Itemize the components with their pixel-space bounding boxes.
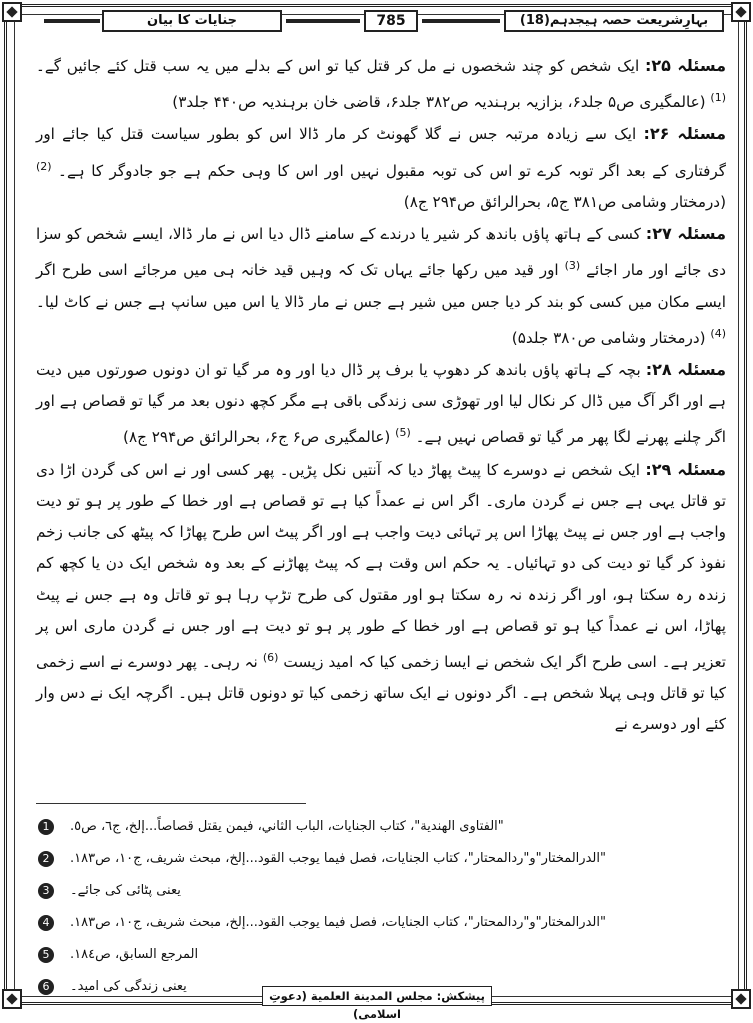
footnote-ref[interactable]: (5) xyxy=(395,426,411,440)
masla-label: مسئلہ ۲۵: xyxy=(644,56,727,75)
footnote-item xyxy=(36,847,726,879)
header-ornament xyxy=(44,19,100,23)
footnote-ref[interactable]: (6) xyxy=(262,650,279,664)
footnote-ref[interactable]: (4) xyxy=(710,326,726,340)
page-header xyxy=(24,8,729,34)
citation: (عالمگیری ص۵ جلد۶، بزازیہ برہندیہ ص۳۸۲ جلد۶، قاضی خان برہندیہ ص۴۴۰ جلد۳) xyxy=(172,93,706,112)
footnote-text: المرجع السابق، ص١٨٤. xyxy=(70,947,199,962)
footnote-number: 3 xyxy=(38,883,54,899)
corner-ornament-icon xyxy=(731,989,751,1009)
footnote-text: یعنی زندگی کی امید۔ xyxy=(70,979,187,994)
masla-label: مسئلہ ۲۹: xyxy=(645,459,726,479)
footnote-text: "الدرالمختار"و"ردالمحتار"، كتاب الجنايات، فصل فيما يوجب القود...إلخ، مبحث شريف، ج١٠، ص١٨٣. xyxy=(70,851,606,866)
corner-ornament-icon xyxy=(2,989,22,1009)
citation: (درمختار وشامی ص۳۸۰ جلد۵) xyxy=(511,328,706,347)
masla-text-cont: نہ رہی۔ پھر دوسرے نے اسے زخمی کیا تو قاتل وہی پہلا شخص ہے۔ اگر دونوں نے ایک ساتھ زخمی کیا تو دونوں قاتل ہیں۔ اگرچہ ایک نے دس وار کئے اور دوسرے نے xyxy=(36,653,726,734)
masla-26 xyxy=(36,118,726,218)
page-footer: پیشکش: مجلس المدينة العلمية (دعوتِ اسلامی) xyxy=(262,986,492,1006)
footnote-number: 2 xyxy=(38,851,54,867)
masla-text: کسی کے ہاتھ پاؤں باندھ کر شیر یا درندے کے سامنے ڈال دیا اس نے مار ڈالا، ایسے شخص کو سزا دی جائے اور مار اجائے xyxy=(36,225,727,280)
footnote-number: 6 xyxy=(38,979,54,995)
masla-text: بچہ کے ہاتھ پاؤں باندھ کر دھوپ یا برف پر ڈال دیا اور وہ مر گیا تو ان دونوں صورتوں میں دیت ہے اور اگر آگ میں ڈال کر نکال لیا اور تھوڑی سی زندگی باقی ہے مگر کچھ دنوں بعد مر گیا تو قصاص ہے اور اگر چلنے پھرنے لگا پھر مر گیا تو قصاص نہیں ہے۔ xyxy=(36,361,726,447)
masla-text: ایک سے زیادہ مرتبہ جس نے گلا گھونٹ کر مار ڈالا اس کو بطور سیاست قتل کیا جائے اور گرفتاری کے بعد اگر توبہ کرے تو اس کی توبہ مقبول نہیں اور اس کا وہی حکم ہے جو جادوگر کا ہے۔ xyxy=(36,125,727,180)
masla-28 xyxy=(36,354,726,454)
footnote-text: "الدرالمختار"و"ردالمحتار"، كتاب الجنايات، فصل فيما يوجب القود...إلخ، مبحث شريف، ج١٠، ص١٨٣. xyxy=(70,915,606,930)
masla-label: مسئلہ ۲۶: xyxy=(643,124,726,144)
corner-ornament-icon xyxy=(2,2,22,22)
footnote-item xyxy=(36,879,726,911)
footnote-ref[interactable]: (2) xyxy=(36,159,52,173)
masla-label: مسئلہ ۲۸: xyxy=(645,360,727,380)
footnote-item xyxy=(36,943,726,975)
footnotes xyxy=(36,815,726,1007)
footnote-item xyxy=(36,911,726,943)
main-text xyxy=(36,50,726,741)
header-ornament xyxy=(422,19,500,23)
book-title: بہارِشریعت حصہ ہیجدہم(18) xyxy=(504,10,724,32)
footnote-number: 5 xyxy=(38,947,54,963)
footnote-text: "الفتاوى الهندية"، كتاب الجنايات، الباب الثاني، فيمن يقتل قصاصاً...إلخ، ج٦، ص٥. xyxy=(70,819,504,834)
masla-27 xyxy=(36,218,726,354)
citation: (درمختار وشامی ص۳۸۱ ج۵، بحرالرائق ص۲۹۴ ج۸) xyxy=(403,192,726,211)
header-ornament xyxy=(286,19,360,23)
masla-25 xyxy=(36,50,726,118)
citation: (عالمگیری ص۶ ج۶، بحرالرائق ص۲۹۴ ج۸) xyxy=(123,428,391,447)
masla-29 xyxy=(36,454,726,741)
footnote-number: 1 xyxy=(38,819,54,835)
chapter-title: جنایات کا بیان xyxy=(102,10,282,32)
page-number: 785 xyxy=(364,10,418,32)
footnote-number: 4 xyxy=(38,915,54,931)
masla-label: مسئلہ ۲۷: xyxy=(645,224,726,244)
footnote-ref[interactable]: (3) xyxy=(564,259,581,273)
corner-ornament-icon xyxy=(731,2,751,22)
footnote-ref[interactable]: (1) xyxy=(710,91,726,105)
footnote-text: یعنی پٹائی کی جائے۔ xyxy=(70,883,181,898)
footnote-separator xyxy=(36,803,306,804)
masla-text: ایک شخص کو چند شخصوں نے مل کر قتل کیا تو اس کے بدلے میں یہ سب قتل کئے جائیں گے۔ xyxy=(36,57,640,75)
footnote-item xyxy=(36,815,726,847)
masla-text: ایک شخص نے دوسرے کا پیٹ پھاڑ دیا کہ آنتیں نکل پڑیں۔ پھر کسی اور نے اس کی گردن اڑا دی تو قاتل یہی ہے جس نے گردن ماری۔ اگر اس نے عمداً کیا ہے تو قصاص ہے اور خطا کے طور پر ہو تو دیت واجب ہے اور جس نے پیٹ پھاڑا اس پر تہائی دیت واجب ہے اور اگر پیٹ اس طرح پھاڑا کہ پیٹھ کی جانب زخم نفوذ کر گیا تو دیت کی دو تہائیاں۔ یہ حکم اس وقت ہے کہ پیٹ پھاڑنے کے بعد وہ شخص ایک دن یا کچھ کم زندہ رہ سکتا ہو، اور اگر زندہ نہ رہ سکتا ہو اور مقتول کی طرح تڑپ رہا ہو تو قاتل وہ ہے جس نے پیٹ پھاڑا، اس نے عمداً کیا ہو تو قصاص ہے اور خطا کے طور پر ہو تو دیت ہے اور جس نے گردن ماری اس پر تعزیر ہے۔ اسی طرح اگر ایک شخص نے ایسا زخمی کیا کہ امید زیست xyxy=(36,460,727,672)
masla-text-cont: اور قید میں رکھا جائے یہاں تک کہ وہیں قید خانہ ہی میں مرجائے اسی طرح اگر ایسے مکان میں کسی کو بند کر دیا جس میں شیر ہے جس نے مار ڈالا یا اس میں سانپ ہے جس نے کاٹ لیا۔ xyxy=(36,261,726,311)
